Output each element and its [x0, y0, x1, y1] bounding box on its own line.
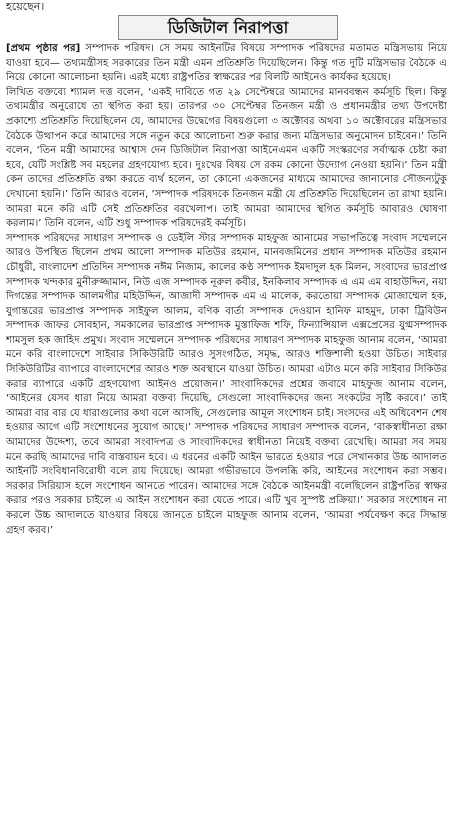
article-paragraph: লিখিত বক্তব্যে শ্যামল দত্ত বলেন, ‘একই দাবিতে গত ২৯ সেপ্টেম্বরে আমাদের মানববন্ধন কর্মসূচি ছিল। কিন্তু তথ্যমন্ত্রীর অনুরোধে তা স্থগিত করা হয়। তারপর ৩০ সেপ্টেম্বর তিনজন মন্ত্রী ও প্রধানমন্ত্রীর তথ্য উপদেষ্টা প্রকাশ্যে প্রতিশ্রুতি দিয়েছিলেন যে, আমাদের উদ্বেগের বিষয়গুলো ৩ অক্টোবর অথবা ১০ অক্টোবরের মন্ত্রিসভার বৈঠকে উত্থাপন করে আমাদের সঙ্গে নতুন করে আলোচনা শুরু করার জন্য মন্ত্রিসভার অনুমোদন চাইবেন।’ তিনি বলেন, ‘তিন মন্ত্রী আমাদের আশ্বাস দেন ডিজিটাল নিরাপত্তা আইনেএমন একটি সংস্করণের সর্বাত্মক চেষ্টা করা হবে, যেটি সংশ্লিষ্ট সব মহলের গ্রহণযোগ্য হবে। দুঃখের বিষয় সে রকম কোনো উদ্যোগ নেওয়া হয়নি।’ তিন মন্ত্রী কেন তাদের প্রতিশ্রুতি রক্ষা করতে ব্যর্থ হলেন, তা কোনো একজনের মাধ্যমে আমাদের জানানোর সৌজন্যটুকু দেখানো হয়নি।’ তিনি আরও বলেন, ‘সম্পাদক পরিষদকে তিনজন মন্ত্রী যে প্রতিশ্রুতি দিয়েছিলেন তা রাখা হয়নি। আমরা মনে করি এটি সেই প্রতিশ্রুতির বরখেলাপ। তাই আমরা আমাদের স্থগিত কর্মসূচি আবারও ঘোষণা করলাম।’ তিনি বলেন, এটি শুধু সম্পাদক পরিষদেরই কর্মসূচি। [6, 86, 447, 230]
article-body [6, 42, 447, 827]
article-headline: ডিজিটাল নিরাপত্তা [118, 15, 338, 40]
continuation-label: [প্রথম পৃষ্ঠার পর] [6, 43, 81, 54]
paragraph-text: সম্পাদক পরিষদ। সে সময় আইনটির বিষয়ে সম্পাদক পরিষদের মতামত মন্ত্রিসভায় নিয়ে যাওয়া হবে— তথ্যমন্ত্রীসহ সরকারের তিন মন্ত্রী এমন প্রতিশ্রুতি দিয়েছিলেন। কিন্তু গত দুটি মন্ত্রিসভার বৈঠকে এ নিয়ে কোনো আলোচনা হয়নি। এরই মধ্যে রাষ্ট্রপতির স্বাক্ষরের পর বিলটি আইনেও কার্যকর হয়েছে। [6, 43, 447, 84]
previous-column-tail: হয়েছেন। [6, 0, 45, 13]
article-paragraph: সম্পাদক পরিষদের সাধারণ সম্পাদক ও ডেইলি স্টার সম্পাদক মাহফুজ আনামের সভাপতিত্বে সংবাদ সম্মেলনে আরও উপস্থিত ছিলেন প্রথম আলো সম্পাদক মতিউর রহমান, মানবজমিনের প্রধান সম্পাদক মতিউর রহমান চৌধুরী, বাংলাদেশ প্রতিদিন সম্পাদক নঈম নিজাম, কালের কণ্ঠ সম্পাদক ইমদাদুল হক মিলন, সংবাদের ভারপ্রাপ্ত সম্পাদক খন্দকার মুনীরুজ্জামান, নিউ এজ সম্পাদক নূরুল কবীর, ইনকিলাব সম্পাদক এ এম এম বাহাউদ্দিন, নয়া দিগন্তের সম্পাদক আলমগীর মহিউদ্দিন, আজাদী সম্পাদক এম এ মালেক, করতোয়া সম্পাদক মোজাম্মেল হক, যুগান্তরের ভারপ্রাপ্ত সম্পাদক সাইফুল আলম, বণিক বার্তা সম্পাদক দেওয়ান হানিফ মাহমুদ, ঢাকা ট্রিবিউন সম্পাদক জাফর সোবহান, সমকালের ভারপ্রাপ্ত সম্পাদক মুস্তাফিজ শফি, ফিন্যান্সিয়াল এক্সপ্রেসের যুগ্মসম্পাদক শামসুল হক জাহিদ প্রমুখ। সংবাদ সম্মেলনে সম্পাদক পরিষদের সাধারণ সম্পাদক মাহফুজ আনাম বলেন, ‘আমরা মনে করি বাংলাদেশে সাইবার সিকিউরিটি আরও সুসংগঠিত, সমৃদ্ধ, আরও শক্তিশালী হওয়া উচিত। সাইবার সিকিউরিটির ব্যাপারে বাংলাদেশের আরও শক্ত অবস্থানে যাওয়া উচিত। আমরা এটাও মনে করি সাইবার সিকিউর করার ব্যাপারে একটি গ্রহণযোগ্য আইনও প্রয়োজন।’ সাংবাদিকদের প্রশ্নের জবাবে মাহফুজ আনাম বলেন, ‘আইনের যেসব ধারা নিয়ে আমরা বক্তব্য দিয়েছি, সেগুলো সাংবাদিকদের জন্য সংকটের সৃষ্টি করবে।’ তাই আমরা বার বার যে ধারাগুলোর কথা বলে আসছি, সেগুলোর আমূল সংশোধন চাই। সংসদের এই অধিবেশন শেষ হওয়ার আগে এটি সংশোধনের সুযোগ আছে।’ সম্পাদক পরিষদের সাধারণ সম্পাদক বলেন, ‘বাকস্বাধীনতা রক্ষা আমাদের উদ্দেশ্য, তবে আমরা সংবাদপত্র ও সাংবাদিকদের স্বাধীনতা নিয়েই বক্তব্য রেখেছি। আমরা সব সময় মনে করছি আমাদের দাবি বাস্তবায়ন হবে। এ ধরনের একটি আইন ভারতে হওয়ার পরে সেখানকার উচ্চ আদালত আইনটি সংবিধানবিরোধী বলে রায় দিয়েছে। আমরা গভীরভাবে উপলব্ধি করি, আইনের সংশোধন করা সম্ভব। সরকার সিরিয়াস হলে সংশোধন আনতে পারেন। আমাদের সঙ্গে বৈঠকে আইনমন্ত্রী বলেছিলেন রাষ্ট্রপতির স্বাক্ষর করার পরও সরকার চাইলে এ আইন সংশোধন করা যেতে পারে। এটি খুব সুস্পষ্ট প্রক্রিয়া।’ সরকার সংশোধন না করলে উচ্চ আদালতে যাওয়ার বিষয়ে জানতে চাইলে মাহফুজ আনাম বলেন, ‘আমরা পর্যবেক্ষণ করে সিদ্ধান্ত গ্রহণ করব।’ [6, 232, 447, 536]
article-paragraph [6, 42, 447, 86]
